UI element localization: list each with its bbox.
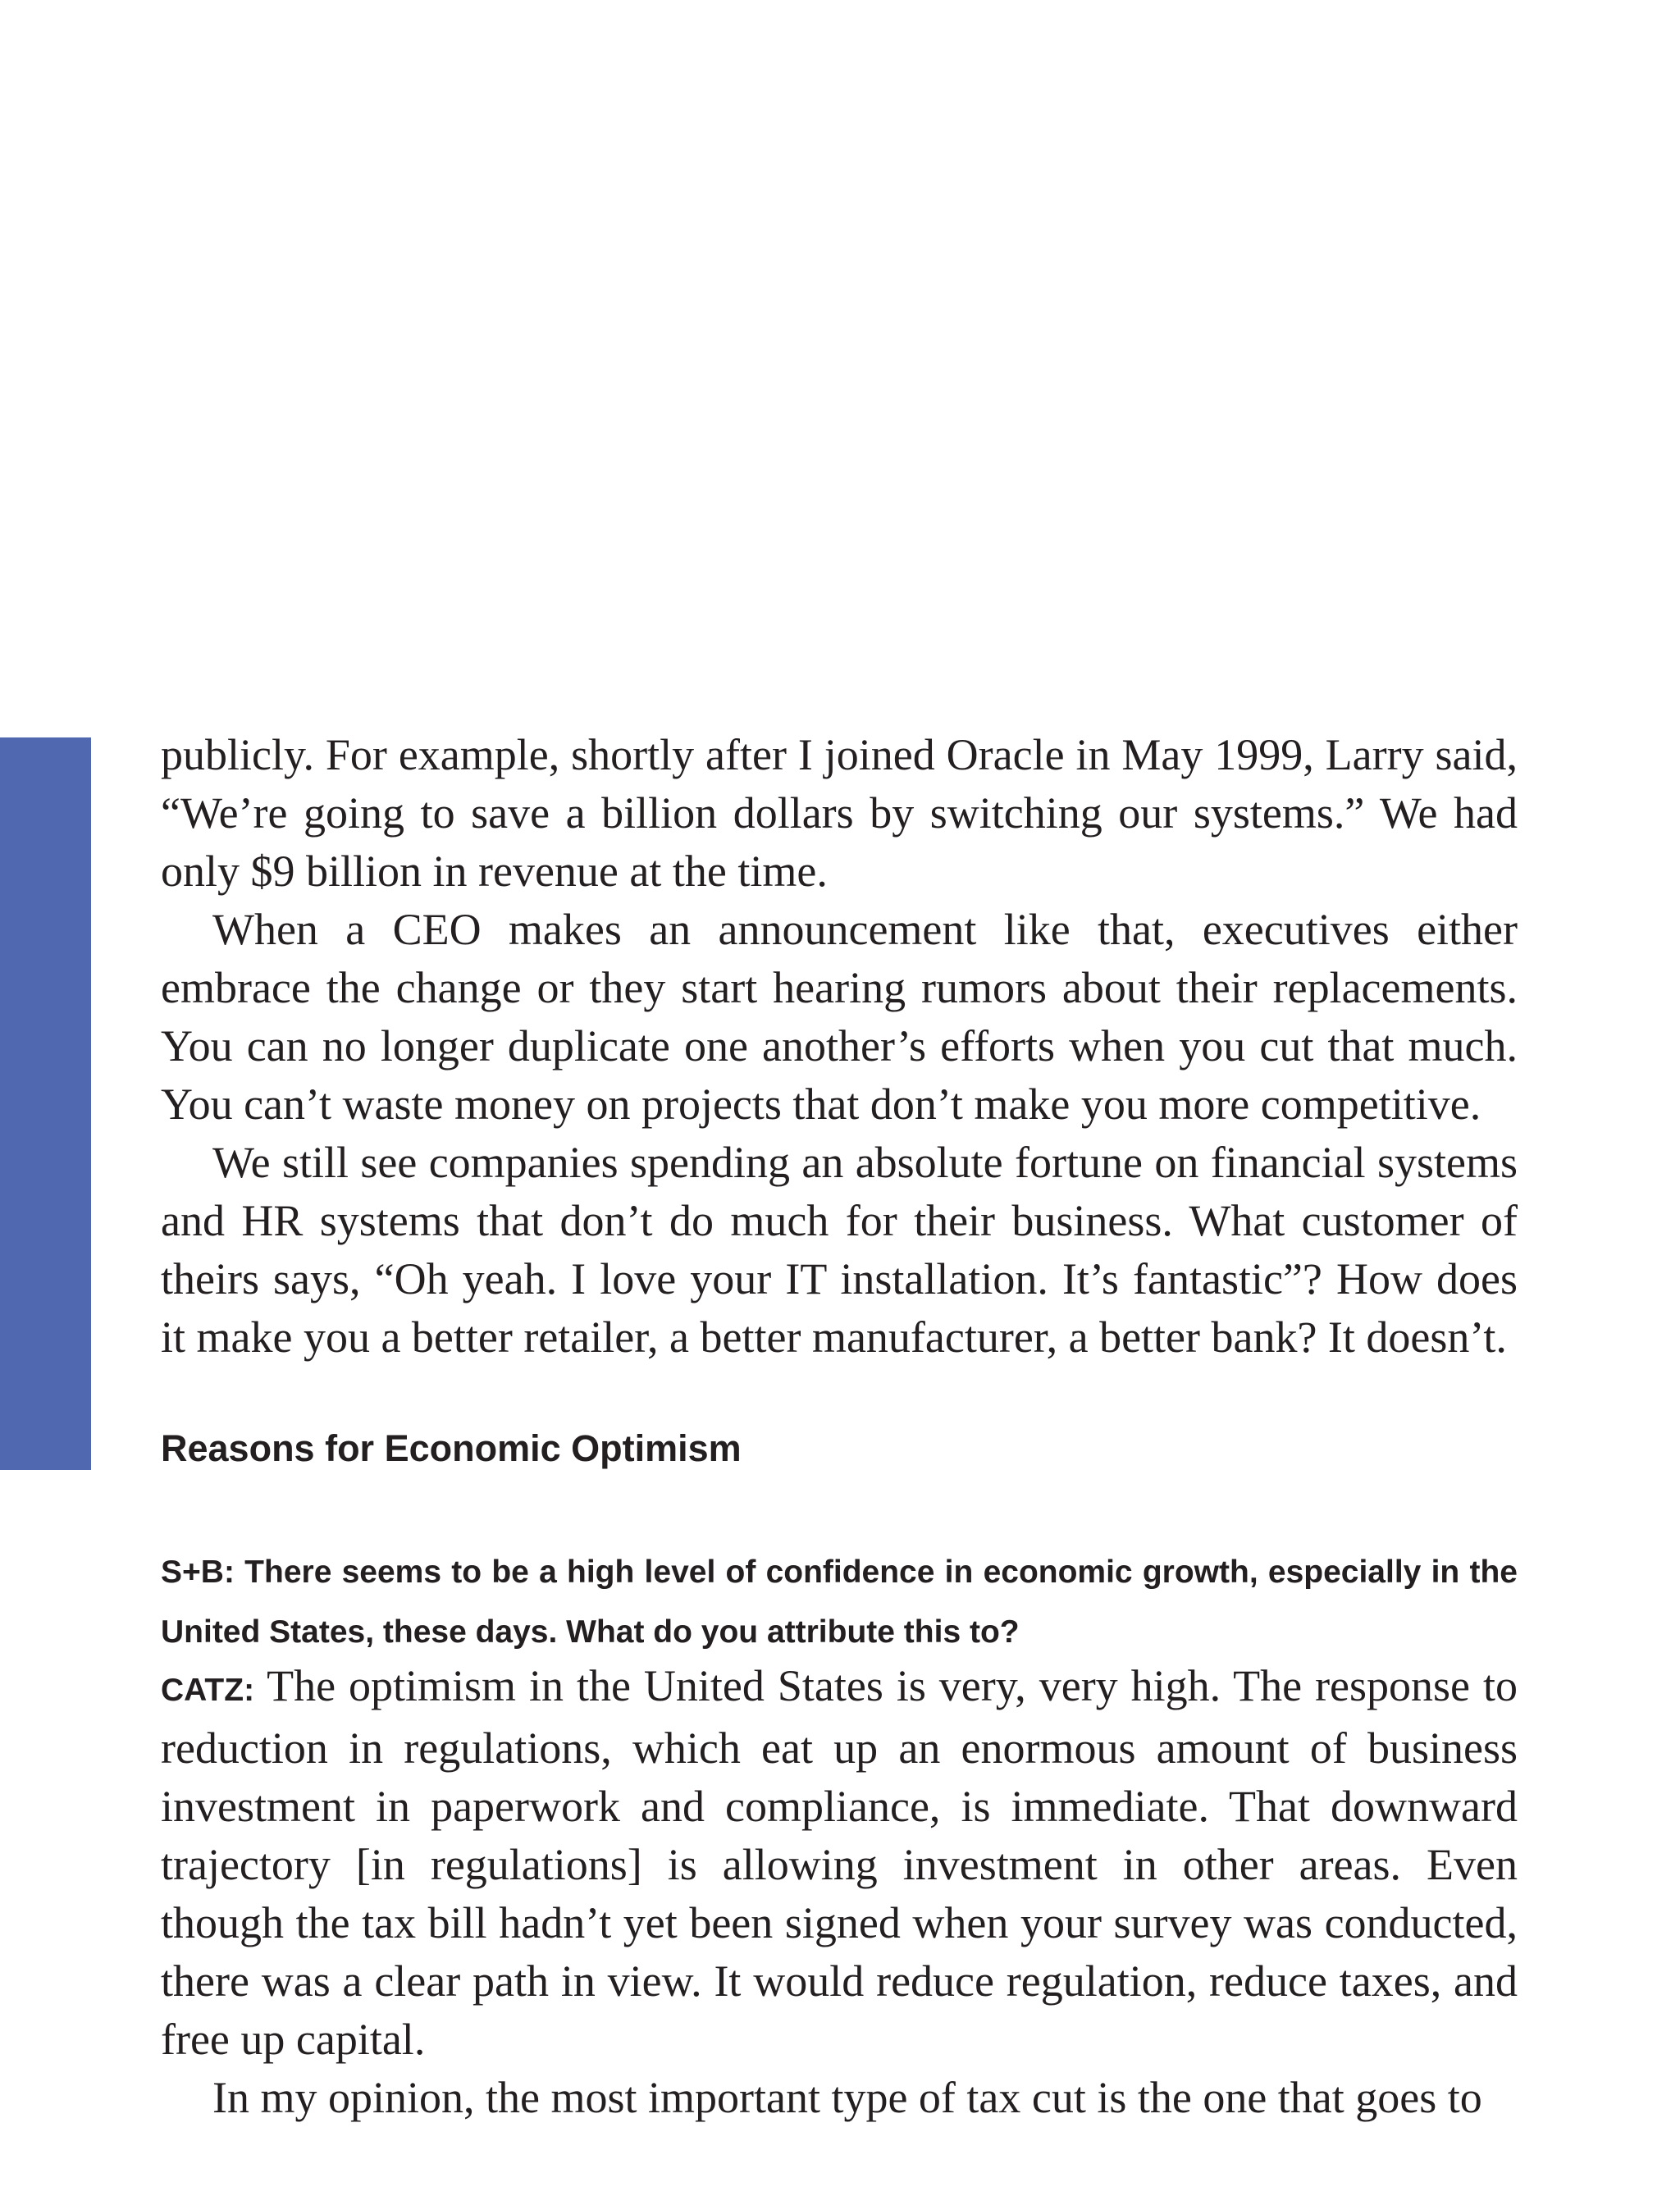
- sidebar-tab: [0, 737, 91, 2159]
- paragraph: In my opinion, the most important type of tax cut is the one that goes to: [212, 2073, 1482, 2122]
- section-heading: Reasons for Economic Optimism: [161, 1427, 742, 1469]
- paragraph: We still see companies spending an absolute fortune on financial systems and HR systems that don’t do much for their business. What customer of theirs says, “Oh yeah. I love your IT installation. It’s fantastic”? How does it make you a better retailer, a better manufacturer, a better bank? It doesn’t.: [161, 1138, 1518, 1362]
- interview-question: S+B: There seems to be a high level of confidence in economic growth, especially in the United States, these days. What do you attribute this to?: [161, 1554, 1518, 1650]
- answer-text: The optimism in the United States is very, very high. The response to reduction in regulations, which eat up an enormous amount of business investment in paperwork and compliance, is immediate. That downward trajectory [in regulations] is allowing investment in other areas. Even though the tax bill hadn’t yet been signed when your survey was conducted, there was a clear path in view. It would reduce regulation, reduce taxes, and free up capital.: [161, 1661, 1518, 2064]
- paragraph: When a CEO makes an announcement like that, executives either embrace the change or they start hearing rumors about their replacements. You can no longer duplicate one another’s efforts when you cut that much. You can’t waste money on projects that don’t make you more competitive.: [161, 905, 1518, 1129]
- website-url: www.strategy-business.com: [30, 1520, 61, 1915]
- paragraph: publicly. For example, shortly after I joined Oracle in May 1999, Larry said, “We’re going to save a billion dollars by switching our systems.” We had only $9 billion in revenue at the time.: [161, 730, 1518, 896]
- page-number: 8: [39, 2134, 52, 2159]
- body-text-block: [161, 726, 1518, 1367]
- answer-paragraph: [161, 1657, 1518, 2069]
- interview-answer: [161, 1657, 1518, 2127]
- speaker-label: CATZ:: [161, 1673, 255, 1708]
